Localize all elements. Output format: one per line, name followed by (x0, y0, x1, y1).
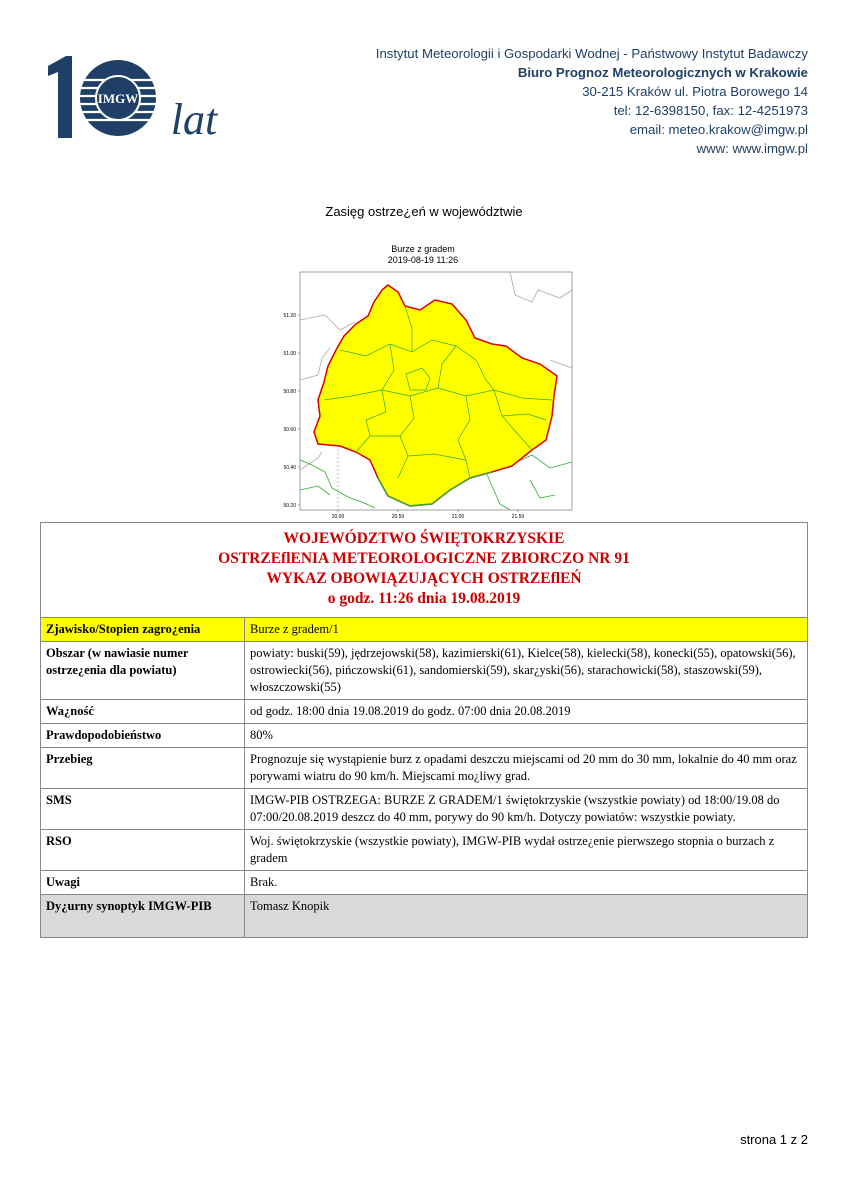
row-label: Obszar (w nawiasie numer ostrze¿enia dla powiatu) (41, 642, 245, 700)
table-row (41, 895, 808, 938)
logo-lat-text: lat (170, 95, 218, 144)
y-tick-label: 51.20 (283, 313, 296, 319)
institute-name: Instytut Meteorologii i Gospodarki Wodnej - Państwowy Instytut Badawczy (375, 46, 808, 61)
y-tick-label: 50.20 (283, 503, 296, 509)
y-tick-label: 51.00 (283, 351, 296, 357)
y-tick-label: 50.40 (283, 465, 296, 471)
x-tick-label: 20.00 (331, 514, 345, 520)
y-tick-label: 50.60 (283, 427, 296, 433)
table-row (41, 700, 808, 724)
office-address: 30-215 Kraków ul. Piotra Borowego 14 (582, 84, 808, 99)
warnings-heading (41, 523, 808, 618)
heading-list-title: WYKAZ OBOWIĄZUJĄCYCH OSTRZEflEŃ (266, 570, 582, 587)
row-value: Burze z gradem/1 (245, 618, 808, 642)
row-label: SMS (41, 789, 245, 830)
row-label: Prawdopodobieństwo (41, 724, 245, 748)
warning-map (270, 240, 576, 522)
row-label: RSO (41, 830, 245, 871)
x-tick-label: 21.50 (511, 514, 525, 520)
table-row (41, 618, 808, 642)
imgw-100-lat-logo (44, 52, 256, 144)
row-value: 80% (245, 724, 808, 748)
office-www: www: www.imgw.pl (696, 141, 808, 156)
row-value: IMGW-PIB OSTRZEGA: BURZE Z GRADEM/1 świętokrzyskie (wszystkie powiaty) od 18:00/19.08 do 07:00/20.08.2019 deszcz do 40 mm, porywy do 90 km/h. Dotyczy powiatów: wszystkie powiaty. (245, 789, 808, 830)
row-value: Tomasz Knopik (245, 895, 808, 938)
table-row (41, 789, 808, 830)
row-label: Uwagi (41, 871, 245, 895)
map-timestamp: 2019-08-19 11:26 (387, 255, 459, 265)
row-value: powiaty: buski(59), jędrzejowski(58), kazimierski(61), Kielce(58), kielecki(58), konecki(55), opatowski(56), ostrowiecki(56), pińczowski(61), sandomierski(59), skar¿yski(56), starachowicki(58), staszowski(59), włoszczowski(55) (245, 642, 808, 700)
office-name: Biuro Prognoz Meteorologicznych w Krakowie (517, 65, 808, 80)
warnings-table (40, 522, 808, 938)
row-value: Prognozuje się wystąpienie burz z opadami deszczu miejscami od 20 mm do 30 mm, lokalnie do 40 mm oraz porywami wiatru do 90 km/h. Miejscami mo¿liwy grad. (245, 748, 808, 789)
row-value: Brak. (245, 871, 808, 895)
row-label: Zjawisko/Stopien zagro¿enia (41, 618, 245, 642)
x-tick-label: 21.00 (451, 514, 465, 520)
table-heading-row (41, 523, 808, 618)
table-row (41, 830, 808, 871)
logo-mark-text: IMGW (97, 91, 139, 106)
logo-number-10 (48, 56, 72, 138)
map-section-title: Zasięg ostrze¿eń w województwie (325, 204, 523, 219)
row-label: Dy¿urny synoptyk IMGW-PIB (41, 895, 245, 938)
row-label: Przebieg (41, 748, 245, 789)
row-value: Woj. świętokrzyskie (wszystkie powiaty), IMGW-PIB wydał ostrze¿enie pierwszego stopnia o burzach z gradem (245, 830, 808, 871)
table-row (41, 748, 808, 789)
institute-header (376, 44, 808, 158)
office-email: email: meteo.krakow@imgw.pl (629, 122, 808, 137)
heading-voivodeship: WOJEWÓDZTWO ŚWIĘTOKRZYSKIE (283, 530, 565, 547)
page-number: strona 1 z 2 (740, 1132, 808, 1147)
table-row (41, 724, 808, 748)
row-value: od godz. 18:00 dnia 19.08.2019 do godz. 07:00 dnia 20.08.2019 (245, 700, 808, 724)
y-tick-label: 50.80 (283, 389, 296, 395)
table-row (41, 871, 808, 895)
heading-summary-number: OSTRZEflENIA METEOROLOGICZNE ZBIORCZO NR 91 (218, 550, 630, 567)
map-title: Burze z gradem (391, 244, 455, 254)
table-row (41, 642, 808, 700)
row-label: Wa¿ność (41, 700, 245, 724)
office-phone: tel: 12-6398150, fax: 12-4251973 (613, 103, 808, 118)
x-tick-label: 20.50 (391, 514, 405, 520)
heading-issue-time: o godz. 11:26 dnia 19.08.2019 (327, 590, 521, 607)
